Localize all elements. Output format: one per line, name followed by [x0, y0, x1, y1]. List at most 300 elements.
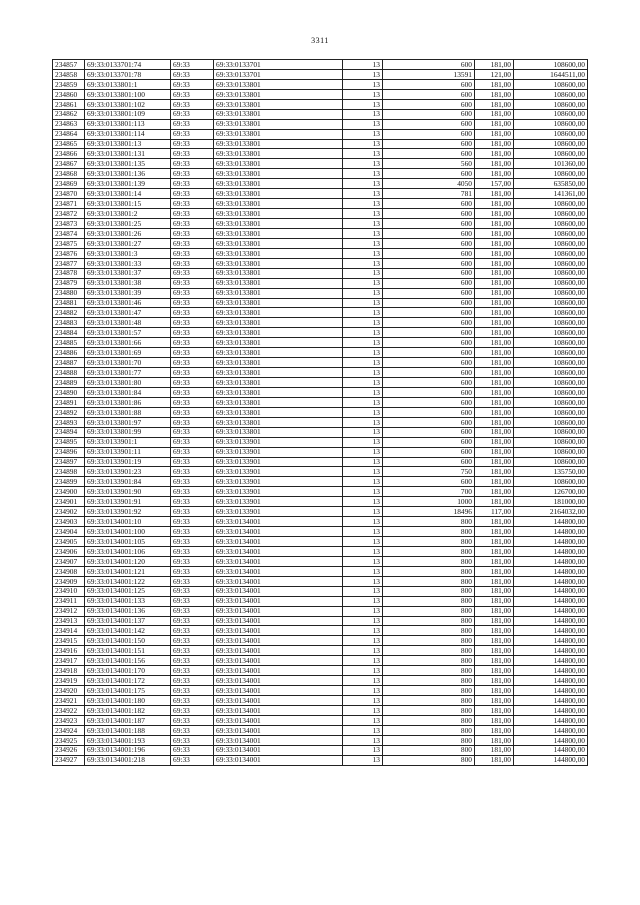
cadastral-number-cell: 69:33:0133801:114	[85, 129, 171, 139]
zone-code-cell: 13	[343, 129, 383, 139]
row-number-cell: 234899	[53, 477, 85, 487]
region-code-cell: 69:33	[171, 696, 214, 706]
cadastral-value-cell: 108600,00	[514, 328, 588, 338]
region-code-cell: 69:33	[171, 199, 214, 209]
region-code-cell: 69:33	[171, 715, 214, 725]
cadastral-value-cell: 144800,00	[514, 686, 588, 696]
row-number-cell: 234897	[53, 457, 85, 467]
cadastral-quarter-cell: 69:33:0133801	[214, 258, 343, 268]
cadastral-number-cell: 69:33:0134001:196	[85, 745, 171, 755]
region-code-cell: 69:33	[171, 467, 214, 477]
cadastral-number-cell: 69:33:0133801:84	[85, 387, 171, 397]
area-cell: 800	[383, 735, 475, 745]
cadastral-number-cell: 69:33:0133801:131	[85, 149, 171, 159]
cadastral-quarter-cell: 69:33:0134001	[214, 537, 343, 547]
table-row	[53, 487, 588, 497]
cadastral-quarter-cell: 69:33:0133801	[214, 278, 343, 288]
zone-code-cell: 13	[343, 308, 383, 318]
area-cell: 600	[383, 248, 475, 258]
unit-value-cell: 181,00	[475, 149, 514, 159]
area-cell: 600	[383, 228, 475, 238]
page-number: 3311	[311, 36, 329, 45]
cadastral-number-cell: 69:33:0133801:38	[85, 278, 171, 288]
unit-value-cell: 181,00	[475, 189, 514, 199]
zone-code-cell: 13	[343, 477, 383, 487]
row-number-cell: 234904	[53, 527, 85, 537]
zone-code-cell: 13	[343, 487, 383, 497]
cadastral-value-cell: 108600,00	[514, 457, 588, 467]
unit-value-cell: 181,00	[475, 745, 514, 755]
zone-code-cell: 13	[343, 69, 383, 79]
cadastral-number-cell: 69:33:0133801:37	[85, 268, 171, 278]
cadastral-value-cell: 108600,00	[514, 89, 588, 99]
cadastral-number-cell: 69:33:0134001:188	[85, 725, 171, 735]
unit-value-cell: 181,00	[475, 636, 514, 646]
table-row	[53, 546, 588, 556]
table-row	[53, 89, 588, 99]
unit-value-cell: 181,00	[475, 487, 514, 497]
unit-value-cell: 181,00	[475, 387, 514, 397]
cadastral-value-cell: 108600,00	[514, 447, 588, 457]
cadastral-quarter-cell: 69:33:0134001	[214, 596, 343, 606]
row-number-cell: 234926	[53, 745, 85, 755]
table-row	[53, 656, 588, 666]
zone-code-cell: 13	[343, 626, 383, 636]
zone-code-cell: 13	[343, 646, 383, 656]
unit-value-cell: 181,00	[475, 238, 514, 248]
cadastral-quarter-cell: 69:33:0134001	[214, 606, 343, 616]
cadastral-number-cell: 69:33:0133801:2	[85, 209, 171, 219]
table-row	[53, 616, 588, 626]
unit-value-cell: 181,00	[475, 725, 514, 735]
zone-code-cell: 13	[343, 606, 383, 616]
cadastral-value-cell: 108600,00	[514, 348, 588, 358]
row-number-cell: 234875	[53, 238, 85, 248]
cadastral-value-cell: 108600,00	[514, 219, 588, 229]
cadastral-value-cell: 108600,00	[514, 318, 588, 328]
cadastral-quarter-cell: 69:33:0133701	[214, 69, 343, 79]
area-cell: 800	[383, 646, 475, 656]
region-code-cell: 69:33	[171, 417, 214, 427]
region-code-cell: 69:33	[171, 616, 214, 626]
row-number-cell: 234922	[53, 705, 85, 715]
unit-value-cell: 181,00	[475, 457, 514, 467]
cadastral-quarter-cell: 69:33:0134001	[214, 725, 343, 735]
cadastral-number-cell: 69:33:0134001:137	[85, 616, 171, 626]
area-cell: 600	[383, 169, 475, 179]
cadastral-value-cell: 108600,00	[514, 99, 588, 109]
region-code-cell: 69:33	[171, 258, 214, 268]
zone-code-cell: 13	[343, 686, 383, 696]
zone-code-cell: 13	[343, 636, 383, 646]
zone-code-cell: 13	[343, 546, 383, 556]
area-cell: 800	[383, 725, 475, 735]
unit-value-cell: 181,00	[475, 407, 514, 417]
unit-value-cell: 181,00	[475, 248, 514, 258]
zone-code-cell: 13	[343, 268, 383, 278]
cadastral-value-cell: 108600,00	[514, 288, 588, 298]
unit-value-cell: 181,00	[475, 258, 514, 268]
unit-value-cell: 181,00	[475, 318, 514, 328]
row-number-cell: 234868	[53, 169, 85, 179]
area-cell: 600	[383, 417, 475, 427]
zone-code-cell: 13	[343, 387, 383, 397]
table-row	[53, 248, 588, 258]
cadastral-number-cell: 69:33:0134001:193	[85, 735, 171, 745]
table-row	[53, 755, 588, 765]
area-cell: 600	[383, 378, 475, 388]
row-number-cell: 234927	[53, 755, 85, 765]
cadastral-quarter-cell: 69:33:0133801	[214, 298, 343, 308]
cadastral-number-cell: 69:33:0133801:102	[85, 99, 171, 109]
table-row	[53, 527, 588, 537]
area-cell: 600	[383, 318, 475, 328]
area-cell: 600	[383, 348, 475, 358]
cadastral-number-cell: 69:33:0134001:105	[85, 537, 171, 547]
table-row	[53, 537, 588, 547]
zone-code-cell: 13	[343, 179, 383, 189]
cadastral-number-cell: 69:33:0134001:172	[85, 676, 171, 686]
cadastral-number-cell: 69:33:0133801:136	[85, 169, 171, 179]
unit-value-cell: 181,00	[475, 427, 514, 437]
cadastral-value-cell: 144800,00	[514, 546, 588, 556]
cadastral-number-cell: 69:33:0134001:10	[85, 517, 171, 527]
table-row	[53, 696, 588, 706]
cadastral-number-cell: 69:33:0134001:175	[85, 686, 171, 696]
region-code-cell: 69:33	[171, 99, 214, 109]
area-cell: 600	[383, 278, 475, 288]
unit-value-cell: 157,00	[475, 179, 514, 189]
region-code-cell: 69:33	[171, 268, 214, 278]
zone-code-cell: 13	[343, 89, 383, 99]
cadastral-number-cell: 69:33:0133801:86	[85, 397, 171, 407]
cadastral-quarter-cell: 69:33:0134001	[214, 576, 343, 586]
zone-code-cell: 13	[343, 457, 383, 467]
unit-value-cell: 181,00	[475, 308, 514, 318]
cadastral-number-cell: 69:33:0134001:156	[85, 656, 171, 666]
table-row	[53, 556, 588, 566]
region-code-cell: 69:33	[171, 705, 214, 715]
row-number-cell: 234883	[53, 318, 85, 328]
region-code-cell: 69:33	[171, 646, 214, 656]
table-row	[53, 328, 588, 338]
cadastral-quarter-cell: 69:33:0133801	[214, 139, 343, 149]
zone-code-cell: 13	[343, 417, 383, 427]
cadastral-value-cell: 108600,00	[514, 407, 588, 417]
cadastral-number-cell: 69:33:0133901:19	[85, 457, 171, 467]
table-row	[53, 109, 588, 119]
table-row	[53, 437, 588, 447]
region-code-cell: 69:33	[171, 497, 214, 507]
table-row	[53, 735, 588, 745]
cadastral-quarter-cell: 69:33:0133801	[214, 199, 343, 209]
cadastral-number-cell: 69:33:0133901:23	[85, 467, 171, 477]
table-row	[53, 407, 588, 417]
table-row	[53, 159, 588, 169]
region-code-cell: 69:33	[171, 517, 214, 527]
area-cell: 600	[383, 238, 475, 248]
region-code-cell: 69:33	[171, 189, 214, 199]
area-cell: 700	[383, 487, 475, 497]
region-code-cell: 69:33	[171, 606, 214, 616]
cadastral-number-cell: 69:33:0133801:1	[85, 79, 171, 89]
cadastral-number-cell: 69:33:0133801:69	[85, 348, 171, 358]
area-cell: 800	[383, 596, 475, 606]
cadastral-quarter-cell: 69:33:0133801	[214, 338, 343, 348]
row-number-cell: 234895	[53, 437, 85, 447]
area-cell: 600	[383, 199, 475, 209]
row-number-cell: 234921	[53, 696, 85, 706]
cadastral-value-cell: 108600,00	[514, 397, 588, 407]
table-row	[53, 209, 588, 219]
unit-value-cell: 181,00	[475, 447, 514, 457]
region-code-cell: 69:33	[171, 328, 214, 338]
unit-value-cell: 181,00	[475, 546, 514, 556]
table-row	[53, 119, 588, 129]
table-row	[53, 745, 588, 755]
table-row	[53, 417, 588, 427]
row-number-cell: 234870	[53, 189, 85, 199]
cadastral-quarter-cell: 69:33:0134001	[214, 686, 343, 696]
region-code-cell: 69:33	[171, 288, 214, 298]
cadastral-value-cell: 144800,00	[514, 606, 588, 616]
region-code-cell: 69:33	[171, 596, 214, 606]
cadastral-number-cell: 69:33:0134001:170	[85, 666, 171, 676]
cadastral-number-cell: 69:33:0133801:66	[85, 338, 171, 348]
row-number-cell: 234873	[53, 219, 85, 229]
table-row	[53, 636, 588, 646]
zone-code-cell: 13	[343, 378, 383, 388]
area-cell: 600	[383, 89, 475, 99]
cadastral-number-cell: 69:33:0133901:92	[85, 507, 171, 517]
area-cell: 600	[383, 209, 475, 219]
cadastral-quarter-cell: 69:33:0134001	[214, 636, 343, 646]
unit-value-cell: 181,00	[475, 437, 514, 447]
cadastral-quarter-cell: 69:33:0133901	[214, 477, 343, 487]
cadastral-quarter-cell: 69:33:0133901	[214, 457, 343, 467]
zone-code-cell: 13	[343, 576, 383, 586]
table-row	[53, 457, 588, 467]
cadastral-quarter-cell: 69:33:0133801	[214, 378, 343, 388]
unit-value-cell: 181,00	[475, 586, 514, 596]
area-cell: 600	[383, 139, 475, 149]
unit-value-cell: 181,00	[475, 348, 514, 358]
cadastral-number-cell: 69:33:0133801:48	[85, 318, 171, 328]
zone-code-cell: 13	[343, 109, 383, 119]
cadastral-value-cell: 144800,00	[514, 705, 588, 715]
area-cell: 750	[383, 467, 475, 477]
area-cell: 600	[383, 308, 475, 318]
row-number-cell: 234887	[53, 358, 85, 368]
cadastral-number-cell: 69:33:0133801:14	[85, 189, 171, 199]
zone-code-cell: 13	[343, 427, 383, 437]
row-number-cell: 234898	[53, 467, 85, 477]
area-cell: 800	[383, 537, 475, 547]
area-cell: 1000	[383, 497, 475, 507]
cadastral-number-cell: 69:33:0133801:26	[85, 228, 171, 238]
row-number-cell: 234891	[53, 397, 85, 407]
zone-code-cell: 13	[343, 507, 383, 517]
table-row	[53, 169, 588, 179]
row-number-cell: 234918	[53, 666, 85, 676]
row-number-cell: 234879	[53, 278, 85, 288]
cadastral-value-cell: 108600,00	[514, 427, 588, 437]
region-code-cell: 69:33	[171, 89, 214, 99]
region-code-cell: 69:33	[171, 507, 214, 517]
cadastral-number-cell: 69:33:0133901:90	[85, 487, 171, 497]
cadastral-quarter-cell: 69:33:0133801	[214, 397, 343, 407]
cadastral-number-cell: 69:33:0133801:99	[85, 427, 171, 437]
region-code-cell: 69:33	[171, 527, 214, 537]
row-number-cell: 234925	[53, 735, 85, 745]
area-cell: 800	[383, 527, 475, 537]
region-code-cell: 69:33	[171, 636, 214, 646]
table-row	[53, 566, 588, 576]
table-row	[53, 189, 588, 199]
cadastral-quarter-cell: 69:33:0133801	[214, 358, 343, 368]
row-number-cell: 234912	[53, 606, 85, 616]
table-row	[53, 596, 588, 606]
table-row	[53, 576, 588, 586]
cadastral-number-cell: 69:33:0134001:121	[85, 566, 171, 576]
cadastral-value-cell: 144800,00	[514, 745, 588, 755]
area-cell: 600	[383, 328, 475, 338]
area-cell: 600	[383, 338, 475, 348]
cadastral-value-cell: 108600,00	[514, 199, 588, 209]
region-code-cell: 69:33	[171, 725, 214, 735]
table-row	[53, 705, 588, 715]
region-code-cell: 69:33	[171, 755, 214, 765]
cadastral-number-cell: 69:33:0134001:150	[85, 636, 171, 646]
cadastral-value-cell: 635850,00	[514, 179, 588, 189]
zone-code-cell: 13	[343, 656, 383, 666]
cadastral-number-cell: 69:33:0133801:47	[85, 308, 171, 318]
row-number-cell: 234917	[53, 656, 85, 666]
area-cell: 600	[383, 109, 475, 119]
cadastral-value-cell: 144800,00	[514, 566, 588, 576]
area-cell: 800	[383, 686, 475, 696]
area-cell: 800	[383, 566, 475, 576]
region-code-cell: 69:33	[171, 378, 214, 388]
region-code-cell: 69:33	[171, 477, 214, 487]
cadastral-value-cell: 101360,00	[514, 159, 588, 169]
table-row	[53, 387, 588, 397]
cadastral-number-cell: 69:33:0134001:125	[85, 586, 171, 596]
zone-code-cell: 13	[343, 99, 383, 109]
area-cell: 781	[383, 189, 475, 199]
cadastral-number-cell: 69:33:0133801:3	[85, 248, 171, 258]
zone-code-cell: 13	[343, 79, 383, 89]
row-number-cell: 234914	[53, 626, 85, 636]
row-number-cell: 234871	[53, 199, 85, 209]
cadastral-quarter-cell: 69:33:0133901	[214, 507, 343, 517]
cadastral-value-cell: 144800,00	[514, 696, 588, 706]
cadastral-value-cell: 108600,00	[514, 368, 588, 378]
cadastral-value-cell: 126700,00	[514, 487, 588, 497]
table-row	[53, 338, 588, 348]
unit-value-cell: 181,00	[475, 358, 514, 368]
table-row	[53, 427, 588, 437]
cadastral-quarter-cell: 69:33:0133701	[214, 60, 343, 70]
zone-code-cell: 13	[343, 725, 383, 735]
region-code-cell: 69:33	[171, 487, 214, 497]
row-number-cell: 234913	[53, 616, 85, 626]
area-cell: 800	[383, 656, 475, 666]
row-number-cell: 234861	[53, 99, 85, 109]
cadastral-number-cell: 69:33:0134001:218	[85, 755, 171, 765]
unit-value-cell: 181,00	[475, 666, 514, 676]
cadastral-quarter-cell: 69:33:0133801	[214, 318, 343, 328]
unit-value-cell: 181,00	[475, 368, 514, 378]
cadastral-value-table	[52, 59, 588, 766]
cadastral-value-cell: 108600,00	[514, 437, 588, 447]
region-code-cell: 69:33	[171, 656, 214, 666]
zone-code-cell: 13	[343, 596, 383, 606]
zone-code-cell: 13	[343, 397, 383, 407]
cadastral-value-cell: 144800,00	[514, 636, 588, 646]
cadastral-value-cell: 144800,00	[514, 586, 588, 596]
region-code-cell: 69:33	[171, 537, 214, 547]
table-body	[53, 60, 588, 766]
zone-code-cell: 13	[343, 348, 383, 358]
cadastral-quarter-cell: 69:33:0134001	[214, 755, 343, 765]
cadastral-number-cell: 69:33:0133801:57	[85, 328, 171, 338]
table-row	[53, 179, 588, 189]
cadastral-number-cell: 69:33:0133801:15	[85, 199, 171, 209]
cadastral-quarter-cell: 69:33:0133801	[214, 179, 343, 189]
area-cell: 800	[383, 666, 475, 676]
zone-code-cell: 13	[343, 517, 383, 527]
cadastral-number-cell: 69:33:0133801:80	[85, 378, 171, 388]
unit-value-cell: 181,00	[475, 616, 514, 626]
cadastral-number-cell: 69:33:0133901:11	[85, 447, 171, 457]
table-row	[53, 666, 588, 676]
cadastral-number-cell: 69:33:0134001:106	[85, 546, 171, 556]
row-number-cell: 234900	[53, 487, 85, 497]
cadastral-number-cell: 69:33:0133801:135	[85, 159, 171, 169]
table-row	[53, 686, 588, 696]
cadastral-number-cell: 69:33:0134001:182	[85, 705, 171, 715]
unit-value-cell: 181,00	[475, 328, 514, 338]
cadastral-number-cell: 69:33:0133701:74	[85, 60, 171, 70]
row-number-cell: 234923	[53, 715, 85, 725]
region-code-cell: 69:33	[171, 735, 214, 745]
table-row	[53, 477, 588, 487]
row-number-cell: 234874	[53, 228, 85, 238]
table-row	[53, 238, 588, 248]
row-number-cell: 234924	[53, 725, 85, 735]
cadastral-value-cell: 135750,00	[514, 467, 588, 477]
region-code-cell: 69:33	[171, 457, 214, 467]
area-cell: 600	[383, 60, 475, 70]
cadastral-number-cell: 69:33:0134001:151	[85, 646, 171, 656]
area-cell: 800	[383, 606, 475, 616]
table-row	[53, 318, 588, 328]
cadastral-value-cell: 108600,00	[514, 169, 588, 179]
area-cell: 600	[383, 427, 475, 437]
unit-value-cell: 181,00	[475, 397, 514, 407]
zone-code-cell: 13	[343, 318, 383, 328]
unit-value-cell: 181,00	[475, 298, 514, 308]
area-cell: 600	[383, 298, 475, 308]
row-number-cell: 234858	[53, 69, 85, 79]
cadastral-value-cell: 144800,00	[514, 556, 588, 566]
row-number-cell: 234916	[53, 646, 85, 656]
area-cell: 560	[383, 159, 475, 169]
unit-value-cell: 181,00	[475, 268, 514, 278]
table-row	[53, 129, 588, 139]
zone-code-cell: 13	[343, 149, 383, 159]
